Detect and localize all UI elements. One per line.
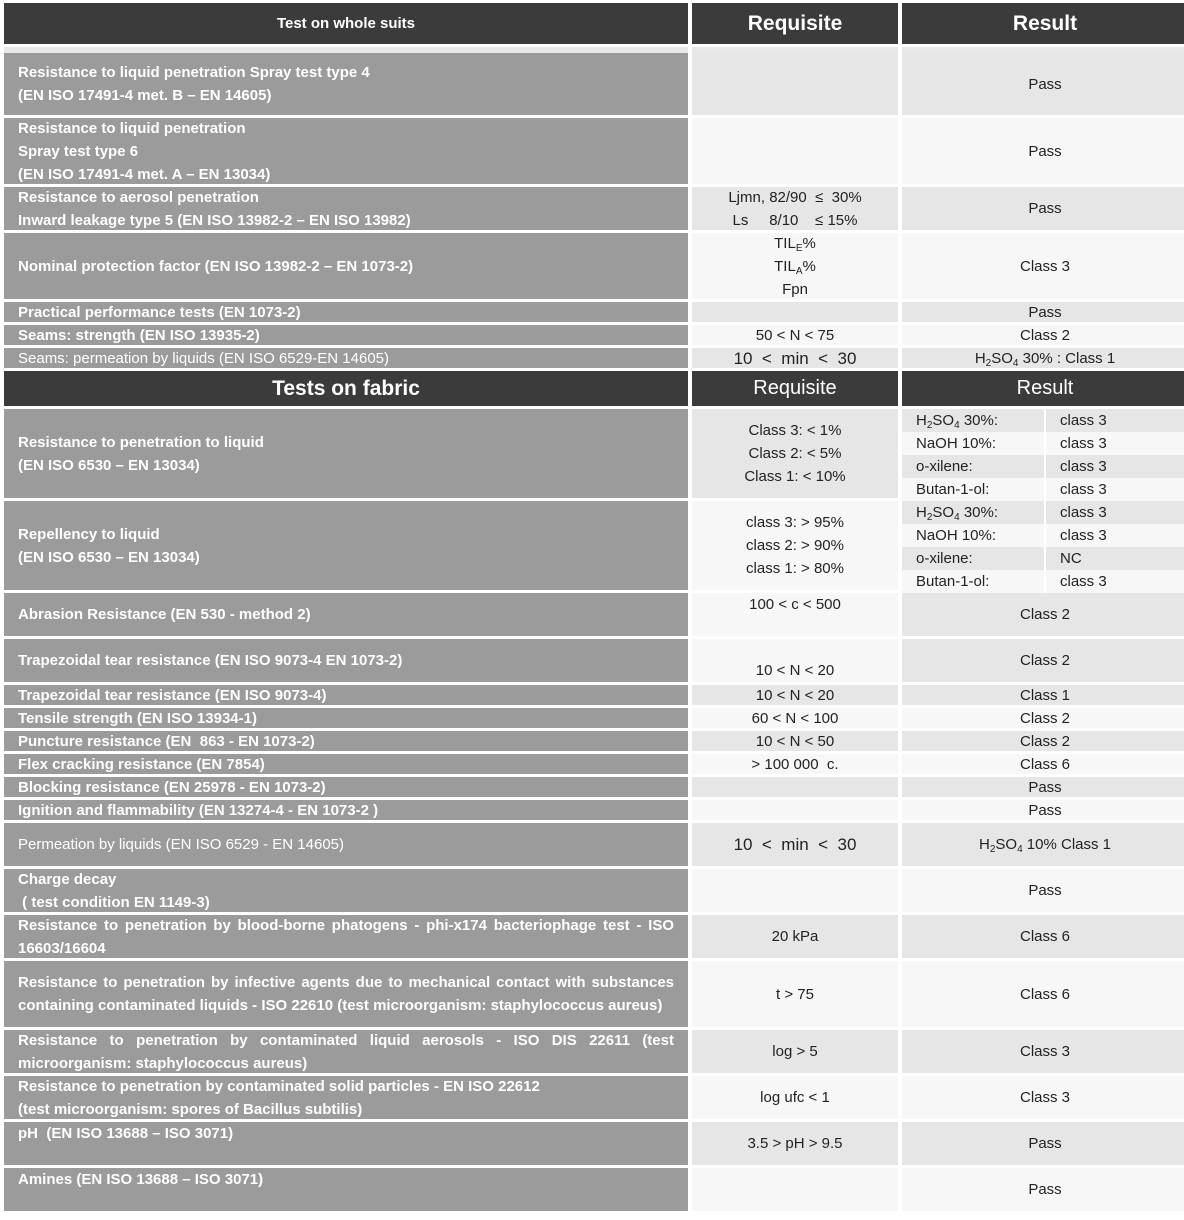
test-cell [4,731,688,754]
result-cell: Pass [902,1122,1184,1168]
result-cell: Pass [902,1168,1184,1214]
chemical-value: class 3 [1044,478,1184,501]
chemical-label: NaOH 10%: [902,524,1044,547]
test-line: Resistance to aerosol penetration [18,188,259,206]
test-line: Resistance to penetration by blood-borne phatogens - phi-x174 bacteriophage test - ISO 16603/16604 [18,916,674,957]
test-cell [4,302,688,325]
test-line: Amines (EN ISO 13688 – ISO 3071) [18,1171,264,1188]
chemical-value: class 3 [1044,455,1184,478]
header-result: Result [902,3,1184,47]
requisite-line: $TIL_A\%$ [774,257,816,277]
test-line: Flex cracking resistance (EN 7854) [18,755,265,773]
result-cell: Class 6 [902,961,1184,1030]
requisite-cell: > 100 000 c. [692,754,898,777]
test-cell [4,754,688,777]
requisite-cell: 50 < N < 75 [692,325,898,348]
test-line: Repellency to liquid [18,525,160,543]
requisite-cell: 10 < N < 20 [692,639,898,685]
chemical-value: class 3 [1044,409,1184,432]
result-cell: Pass [902,869,1184,915]
requisite-cell: 10 < min < 30 [692,348,898,371]
test-line: Resistance to liquid penetration [18,119,246,137]
test-line: Permeation by liquids (EN ISO 6529 - EN 14605) [18,836,344,853]
requisite-cell: 100 < c < 500 [692,593,898,639]
requisite-cell: 10 < N < 50 [692,731,898,754]
requisite-cell [692,1168,898,1214]
test-cell [4,685,688,708]
header-test-whole-suits: Test on whole suits [4,3,688,47]
result-cell: Pass [902,302,1184,325]
test-cell [4,639,688,685]
test-line: Spray test type 6 [18,142,139,160]
test-cell [4,118,688,187]
test-line: Ignition and flammability (EN 13274-4 - EN 1073-2 ) [18,801,379,819]
requisite-cell [692,187,898,233]
result-cell: Pass [902,118,1184,187]
result-chem: $H_2SO_4$ 30% : Class 1 [974,349,1116,369]
test-line: (EN ISO 6530 – EN 13034) [18,548,200,566]
test-line: Trapezoidal tear resistance (EN ISO 9073-4) [18,686,327,704]
requisite-cell: log > 5 [692,1030,898,1076]
chemical-label: Butan-1-ol: [902,478,1044,501]
result-cell: Class 2 [902,708,1184,731]
requisite-line: Class 1: < 10% [744,468,846,485]
test-cell [4,1076,688,1122]
result-cell [902,348,1184,371]
test-line: Resistance to penetration by infective agents due to mechanical contact with substances containing contaminated liquids - ISO 22610 (test microorganism: staphylococcus aureus) [18,974,674,1014]
requisite-cell: log ufc < 1 [692,1076,898,1122]
chemical-value: NC [1044,547,1184,570]
requisite-line: $TIL_E\%$ [774,234,816,254]
result-cell: Class 2 [902,731,1184,754]
requisite-cell: 3.5 > pH > 9.5 [692,1122,898,1168]
chemical-value: class 3 [1044,501,1184,524]
chemical-label: o-xilene: [902,455,1044,478]
result-cell: Pass [902,777,1184,800]
test-cell [4,777,688,800]
chemical-label: Butan-1-ol: [902,570,1044,593]
requisite-cell: 20 kPa [692,915,898,961]
requisite-line: Fpn [782,280,808,298]
requisite-cell [692,777,898,800]
header-requisite: Requisite [692,371,898,409]
test-cell [4,1030,688,1076]
test-line: Seams: strength (EN ISO 13935-2) [18,326,260,344]
test-cell [4,325,688,348]
requisite-cell [692,869,898,915]
test-line: Practical performance tests (EN 1073-2) [18,303,301,321]
chemical-label: $H_2SO_4$ 30%: [902,501,1044,524]
requisite-cell: 10 < N < 20 [692,685,898,708]
test-cell [4,800,688,823]
header-result: Result [902,371,1184,409]
result-cell: Class 3 [902,1076,1184,1122]
requisite-cell: 10 < min < 30 [692,823,898,869]
result-cell: Pass [902,187,1184,233]
test-line: Resistance to liquid penetration Spray test type 4 [18,64,370,81]
test-line: Nominal protection factor (EN ISO 13982-2 – EN 1073-2) [18,257,414,275]
test-cell [4,187,688,233]
result-cell: Class 6 [902,915,1184,961]
test-line: Resistance to penetration by contaminated liquid aerosols - ISO DIS 22611 (test microorganism: staphylococcus aureus) [18,1031,674,1072]
requisite-cell [692,233,898,302]
requisite-cell: t > 75 [692,961,898,1030]
test-cell [4,409,688,501]
result-cell: Class 2 [902,593,1184,639]
test-cell [4,53,688,118]
test-cell [4,1122,688,1168]
test-cell [4,869,688,915]
test-cell [4,915,688,961]
requisite-cell [692,302,898,325]
test-line: ( test condition EN 1149-3) [18,893,210,911]
chemical-label: o-xilene: [902,547,1044,570]
result-cell: Class 2 [902,639,1184,685]
chemical-value: class 3 [1044,524,1184,547]
result-cell: Class 2 [902,325,1184,348]
test-line: Seams: permeation by liquids (EN ISO 6529-EN 14605) [18,349,390,367]
requisite-line: Class 3: < 1% [748,422,842,439]
test-cell [4,233,688,302]
test-line: (test microorganism: spores of Bacillus subtilis) [18,1100,363,1118]
test-cell [4,708,688,731]
result-cell: Pass [902,800,1184,823]
test-line: (EN ISO 17491-4 met. B – EN 14605) [18,87,272,104]
test-line: pH (EN ISO 13688 – ISO 3071) [18,1125,234,1142]
test-results-table [4,3,1182,1214]
test-cell [4,348,688,371]
requisite-line: class 3: > 95% [746,514,844,531]
test-cell [4,1168,688,1214]
requisite-line: Ljmn, 82/90 ≤ 30% [728,188,862,206]
test-cell [4,593,688,639]
chemical-results-grid [902,409,1184,501]
test-line: Tensile strength (EN ISO 13934-1) [18,709,257,727]
header-tests-on-fabric: Tests on fabric [4,371,688,409]
requisite-cell [692,409,898,501]
test-line: Abrasion Resistance (EN 530 - method 2) [18,606,311,623]
test-line: Puncture resistance (EN 863 - EN 1073-2) [18,732,315,750]
test-line: Resistance to penetration by contaminated solid particles - EN ISO 22612 [18,1077,540,1095]
requisite-cell [692,800,898,823]
requisite-cell: 60 < N < 100 [692,708,898,731]
requisite-line: class 1: > 80% [746,560,844,577]
chemical-label: $H_2SO_4$ 30%: [902,409,1044,432]
requisite-cell [692,501,898,593]
result-cell [902,823,1184,869]
chemical-results-grid [902,501,1184,593]
test-line: Blocking resistance (EN 25978 - EN 1073-2) [18,778,326,796]
header-requisite: Requisite [692,3,898,47]
test-cell [4,823,688,869]
requisite-line: class 2: > 90% [746,537,844,554]
result-cell: Class 3 [902,233,1184,302]
test-cell [4,961,688,1030]
result-cell: Class 3 [902,1030,1184,1076]
test-cell [4,501,688,593]
test-line: (EN ISO 6530 – EN 13034) [18,456,200,474]
requisite-line: Ls 8/10 ≤ 15% [732,211,858,229]
result-cell: Class 6 [902,754,1184,777]
requisite-cell [692,118,898,187]
requisite-line: Class 2: < 5% [748,445,842,462]
chemical-value: class 3 [1044,432,1184,455]
test-line: Charge decay [18,870,117,888]
chemical-value: class 3 [1044,570,1184,593]
test-line: (EN ISO 17491-4 met. A – EN 13034) [18,165,271,183]
test-line: Inward leakage type 5 (EN ISO 13982-2 – EN ISO 13982) [18,211,411,229]
result-chem: $H_2SO_4$ 10% Class 1 [978,836,1112,855]
result-cell: Class 1 [902,685,1184,708]
result-cell: Pass [902,53,1184,118]
chemical-label: NaOH 10%: [902,432,1044,455]
test-line: Trapezoidal tear resistance (EN ISO 9073-4 EN 1073-2) [18,652,403,669]
test-line: Resistance to penetration to liquid [18,433,264,451]
requisite-cell [692,53,898,118]
